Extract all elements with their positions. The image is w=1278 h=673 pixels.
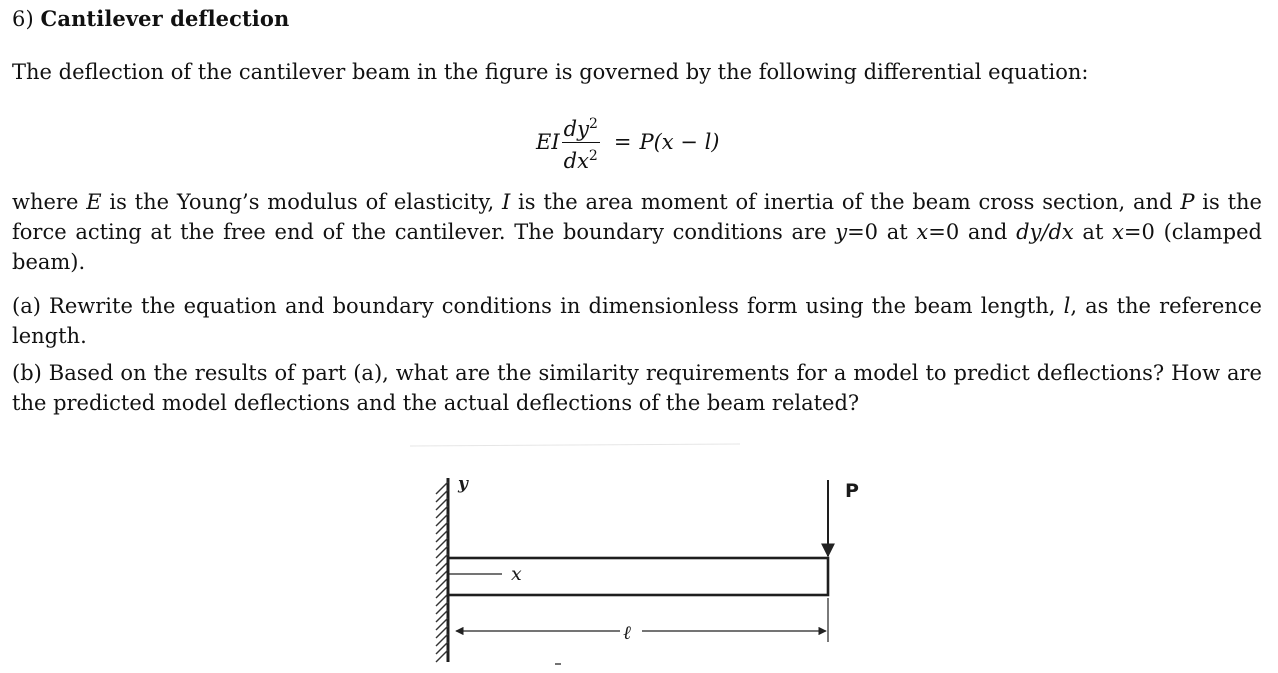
intro-paragraph: The deflection of the cantilever beam in the figure is governed by the following differential equation: (12, 60, 1089, 84)
part-a-text-1: (a) Rewrite the equation and boundary conditions in dimensionless form using the beam length, (12, 294, 1064, 318)
wall-hatching (436, 482, 448, 662)
bc1-x: x (916, 220, 929, 244)
part-b-paragraph: (b) Based on the results of part (a), what are the similarity requirements for a model to predict deflections? How are the predicted model deflections and the actual deflections of the beam related? (12, 361, 1262, 415)
differential-equation (536, 110, 720, 174)
equation-numerator (562, 111, 600, 142)
where-text-4: is the force acting at the free end of the cantilever. The boundary conditions are (12, 190, 1262, 244)
part-a-text-2: , as the reference length. (12, 294, 1262, 348)
where-text-5: (clamped beam). (12, 220, 1262, 274)
denominator-text: dx (563, 148, 589, 173)
cantilever-figure (380, 430, 900, 673)
equation-fraction (562, 111, 600, 174)
denominator-exponent: 2 (588, 147, 598, 164)
scan-line (410, 444, 740, 446)
figure-label-x: x (511, 563, 522, 585)
problem-title: Cantilever deflection (40, 6, 290, 31)
numerator-text: dy (563, 116, 589, 141)
problem-number: 6) (12, 7, 34, 31)
symbol-e: E (86, 190, 102, 214)
where-text-3: is the area moment of inertia of the beam cross section, and (510, 190, 1181, 214)
equation-denominator (562, 142, 600, 174)
cantilever-diagram (380, 430, 900, 673)
symbol-p: P (1180, 190, 1195, 214)
bc1-y: y (835, 220, 848, 244)
where-text-1: where (12, 190, 87, 214)
equation-lhs-coeff: EI (536, 130, 560, 154)
equation-equals: = (613, 130, 632, 154)
bc2-x: x (1112, 220, 1124, 244)
bc2-val: =0 (1123, 220, 1155, 244)
bc1-val: =0 and (928, 220, 1017, 244)
bc2-derivative: dy/dx (1016, 220, 1074, 244)
figure-label-p: P (845, 480, 859, 502)
beam (448, 558, 828, 595)
symbol-l: l (1063, 294, 1071, 318)
figure-label-y: y (458, 474, 468, 494)
symbol-i: I (501, 190, 511, 214)
problem-heading (12, 6, 289, 31)
equation-rhs: P(x − l) (639, 130, 720, 154)
where-paragraph (12, 187, 1262, 277)
part-a-paragraph (12, 291, 1262, 351)
bc2-at: at (1073, 220, 1113, 244)
where-text-2: is the Young’s modulus of elasticity, (101, 190, 502, 214)
figure-label-l: ℓ (623, 622, 631, 644)
numerator-exponent: 2 (588, 115, 598, 132)
bc1-eq: =0 at (847, 220, 917, 244)
